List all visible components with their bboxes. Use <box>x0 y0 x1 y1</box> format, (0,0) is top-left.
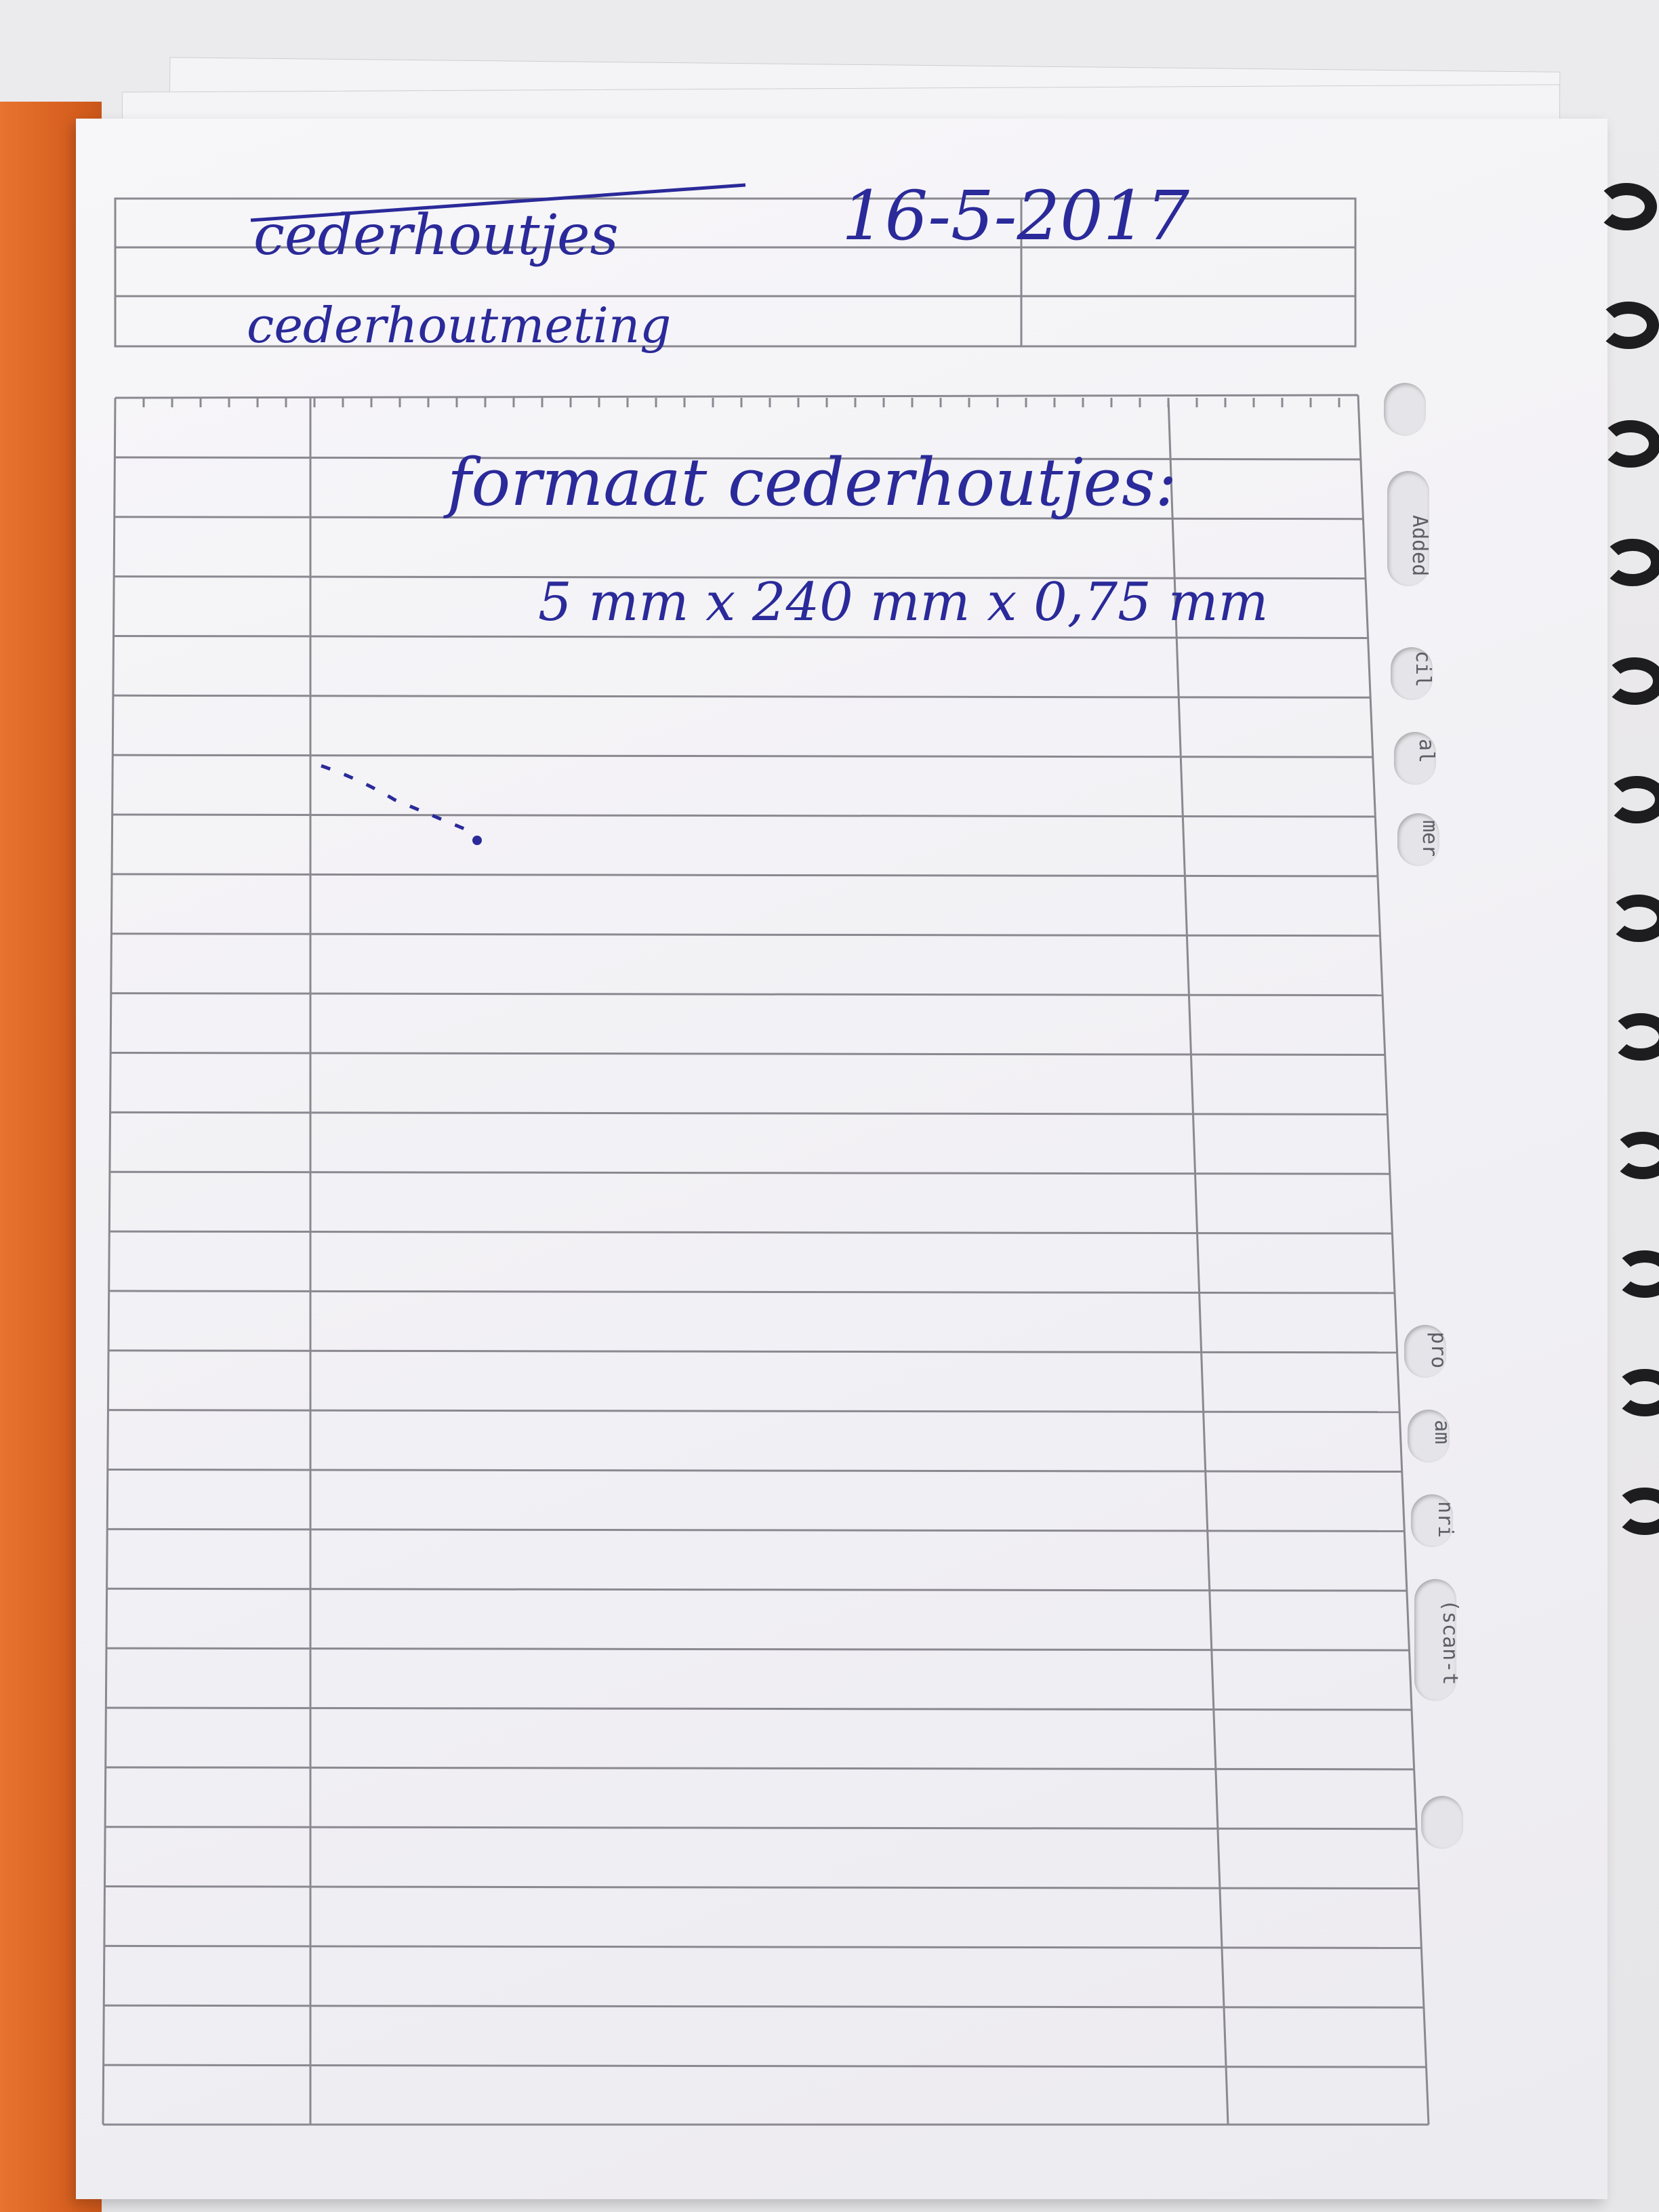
coil-ring <box>1606 776 1659 823</box>
tab-label-scan: (scan-t <box>1438 1599 1462 1685</box>
title-text: cederhoutmeting <box>247 297 672 354</box>
notebook-page <box>76 119 1607 2199</box>
coil-ring <box>1598 302 1659 349</box>
coil-ring <box>1600 420 1659 468</box>
coil-ring <box>1596 183 1657 230</box>
coil-ring <box>1612 1132 1659 1179</box>
coil-ring <box>1602 539 1659 586</box>
tab-label-al: al <box>1414 739 1438 764</box>
tab-label-cil: cil <box>1411 651 1435 688</box>
tab-label-added: Added <box>1408 515 1431 577</box>
punch-hole <box>1384 383 1426 436</box>
dimensions-text: 5 mm x 240 mm x 0,75 mm <box>538 572 1269 633</box>
coil-ring <box>1608 895 1659 942</box>
coil-ring <box>1614 1488 1659 1535</box>
tab-label-am: am <box>1430 1420 1454 1445</box>
coil-ring <box>1604 657 1659 705</box>
title-crossed-text: cederhoutjes <box>253 203 619 268</box>
punch-hole <box>1421 1796 1463 1849</box>
notes-heading-text: formaat cederhoutjes: <box>447 445 1177 520</box>
handwriting-layer <box>76 119 1607 2199</box>
date-text: 16-5-2017 <box>842 176 1189 255</box>
coil-ring <box>1614 1250 1659 1298</box>
tab-label-mer: mer <box>1418 820 1441 857</box>
tab-label-nri: nri <box>1433 1501 1457 1538</box>
coil-ring <box>1614 1369 1659 1416</box>
coil-ring <box>1610 1013 1659 1061</box>
tab-label-pro: pro <box>1427 1332 1450 1369</box>
